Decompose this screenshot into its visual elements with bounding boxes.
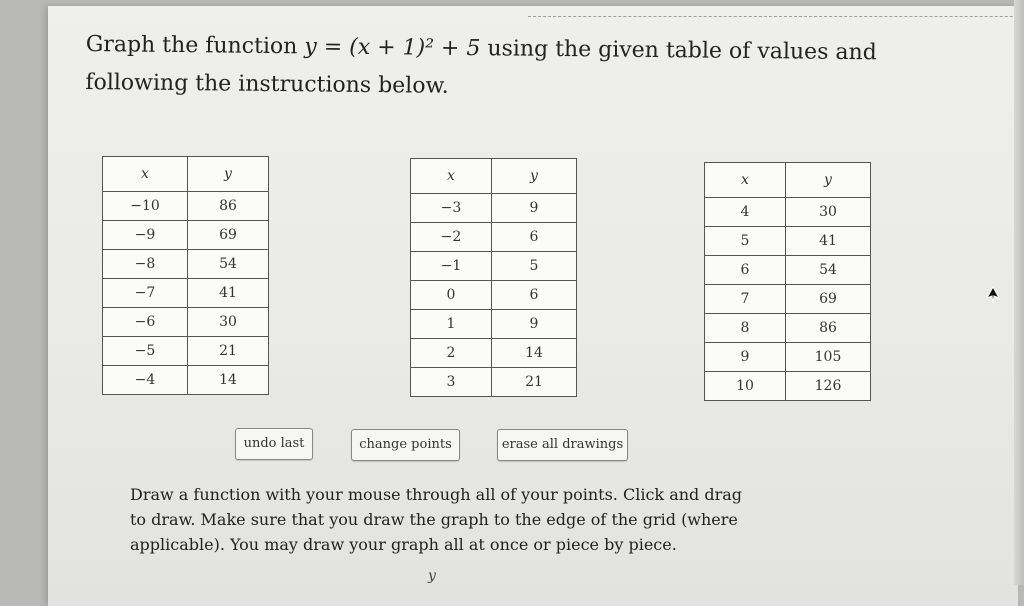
cell-x: 1	[411, 310, 492, 339]
table-row	[103, 221, 269, 250]
values-table-3	[704, 162, 871, 401]
cell-y: 69	[188, 221, 269, 250]
cell-x: 8	[705, 314, 786, 343]
table-row	[705, 285, 871, 314]
cell-y: 41	[188, 279, 269, 308]
screen-edge	[1014, 0, 1024, 585]
table-row	[411, 281, 577, 310]
header-y: y	[786, 163, 871, 198]
graph-y-axis-label: y	[428, 568, 436, 584]
values-table-2	[410, 158, 577, 397]
undo-last-button[interactable]: undo last	[235, 428, 313, 460]
cell-x: 4	[705, 198, 786, 227]
cell-x: −7	[103, 279, 188, 308]
cell-x: 9	[705, 343, 786, 372]
cell-x: −5	[103, 337, 188, 366]
cell-y: 9	[492, 194, 577, 223]
cell-y: 86	[786, 314, 871, 343]
cell-x: −6	[103, 308, 188, 337]
table-row	[103, 192, 269, 221]
cell-x: −8	[103, 250, 188, 279]
cell-y: 86	[188, 192, 269, 221]
title-suffix: using the given table of values and following the instructions below.	[85, 36, 877, 99]
table-row	[705, 256, 871, 285]
table-row	[103, 279, 269, 308]
cell-x: 2	[411, 339, 492, 368]
function-equation: y = (x + 1)² + 5	[304, 34, 481, 62]
draw-instructions: Draw a function with your mouse through all of your points. Click and drag to draw. Make sure that you draw the graph to the edge of the grid (where applicable). You may draw your graph all at once or piece by piece.	[130, 485, 743, 554]
cell-x: 0	[411, 281, 492, 310]
values-table-1	[102, 156, 269, 395]
table-row	[411, 339, 577, 368]
cell-y: 30	[786, 198, 871, 227]
change-points-button[interactable]: change points	[351, 429, 460, 461]
title-prefix: Graph the function	[85, 31, 305, 60]
mouse-cursor-icon	[986, 286, 1000, 304]
table-row	[103, 337, 269, 366]
cell-y: 6	[492, 281, 577, 310]
erase-all-drawings-button[interactable]: erase all drawings	[497, 429, 628, 461]
cell-y: 54	[188, 250, 269, 279]
cell-y: 21	[188, 337, 269, 366]
cell-y: 6	[492, 223, 577, 252]
table-row	[705, 198, 871, 227]
cell-y: 30	[188, 308, 269, 337]
table-row	[411, 194, 577, 223]
problem-statement	[85, 26, 986, 111]
table-row	[411, 310, 577, 339]
header-x: x	[705, 163, 786, 198]
cell-x: 5	[705, 227, 786, 256]
cell-y: 14	[188, 366, 269, 395]
table-row	[705, 314, 871, 343]
table-row	[411, 252, 577, 281]
cell-y: 5	[492, 252, 577, 281]
cell-x: −9	[103, 221, 188, 250]
header-x: x	[103, 157, 188, 192]
table-row	[103, 308, 269, 337]
cell-y: 14	[492, 339, 577, 368]
table-row	[705, 343, 871, 372]
cell-x: 3	[411, 368, 492, 397]
cell-x: −3	[411, 194, 492, 223]
cell-y: 126	[786, 372, 871, 401]
cell-y: 69	[786, 285, 871, 314]
header-y: y	[188, 157, 269, 192]
cell-x: −10	[103, 192, 188, 221]
cell-y: 41	[786, 227, 871, 256]
cell-y: 105	[786, 343, 871, 372]
top-divider	[528, 16, 1024, 17]
table-row	[103, 250, 269, 279]
cell-y: 9	[492, 310, 577, 339]
table-row	[705, 227, 871, 256]
cell-x: −2	[411, 223, 492, 252]
cell-x: 6	[705, 256, 786, 285]
table-row	[103, 366, 269, 395]
cell-x: 10	[705, 372, 786, 401]
cell-x: −1	[411, 252, 492, 281]
cell-x: −4	[103, 366, 188, 395]
cell-y: 54	[786, 256, 871, 285]
header-x: x	[411, 159, 492, 194]
table-row	[411, 368, 577, 397]
table-row	[705, 372, 871, 401]
table-row	[411, 223, 577, 252]
cell-y: 21	[492, 368, 577, 397]
header-y: y	[492, 159, 577, 194]
cell-x: 7	[705, 285, 786, 314]
